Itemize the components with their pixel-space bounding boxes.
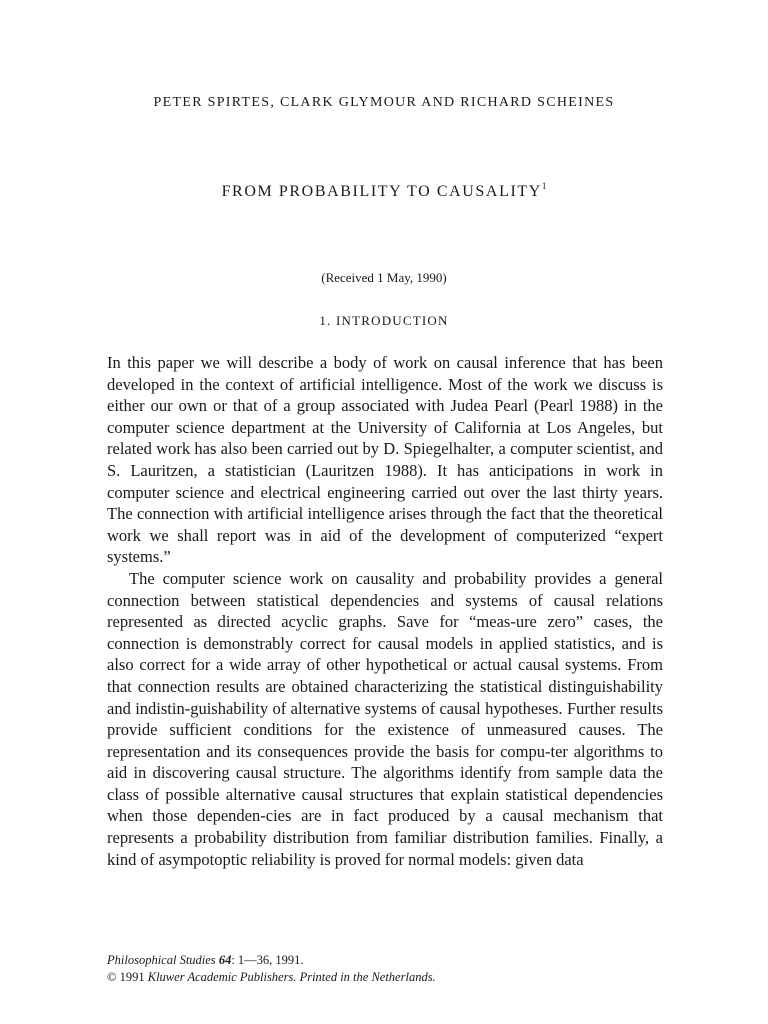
section-heading: 1. INTRODUCTION xyxy=(319,313,449,328)
paragraph: In this paper we will describe a body of work on causal inference that has been developed in the context of artificial intelligence. Most of the work we discuss is either our own or that of a group associated with Judea Pearl (Pearl 1988) in the computer science department at the University of California at Los Angeles, but related work has also been carried out by D. Spiegelhalter, a computer scientist, and S. Lauritzen, a statistician (Lauritzen 1988). It has anticipations in work in computer science and electrical engineering carried out over the last thirty years. The connection with artificial intelligence arises through the fact that the theoretical work we shall report was in aid of the development of computerized “expert systems.” xyxy=(107,353,663,567)
page-footer xyxy=(107,952,663,986)
paragraph: The computer science work on causality and probability provides a general connection between statistical dependencies and systems of causal relations represented as directed acyclic graphs. Save for “meas-ure zero” cases, the connection is demonstrably correct for causal models in applied statistics, and is also correct for a wide array of other hypothetical or actual causal systems. From that connection results are obtained characterizing the statistical distinguishability and indistin-guishability of alternative systems of causal hypotheses. Further results provide sufficient conditions for the existence of unmeasured causes. The representation and its consequences provide the basis for compu-ter algorithms to aid in discovering causal structure. The algorithms identify from sample data the class of possible alternative causal structures that explain statistical dependencies when those dependen-cies are in fact produced by a causal mechanism that represents a probability distribution from familiar distribution families. Finally, a kind of asympotoptic reliability is proved for normal models: given data xyxy=(107,568,663,869)
journal-name: Philosophical Studies xyxy=(107,953,216,967)
journal-volume: 64 xyxy=(218,953,232,967)
copyright-line xyxy=(107,969,663,986)
received-date: (Received 1 May, 1990) xyxy=(321,270,447,285)
publisher-note: Kluwer Academic Publishers. Printed in the Netherlands. xyxy=(147,970,436,984)
article-title xyxy=(0,181,768,201)
article-title-text: FROM PROBABILITY TO CAUSALITY xyxy=(221,183,542,200)
citation-line xyxy=(107,952,663,969)
body-text xyxy=(107,352,663,870)
author-line: PETER SPIRTES, CLARK GLYMOUR AND RICHARD SCHEINES xyxy=(153,95,615,110)
journal-pages-year: : 1—36, 1991. xyxy=(231,953,304,967)
copyright-year: © 1991 xyxy=(107,970,145,984)
title-footnote-mark: 1 xyxy=(541,181,547,191)
